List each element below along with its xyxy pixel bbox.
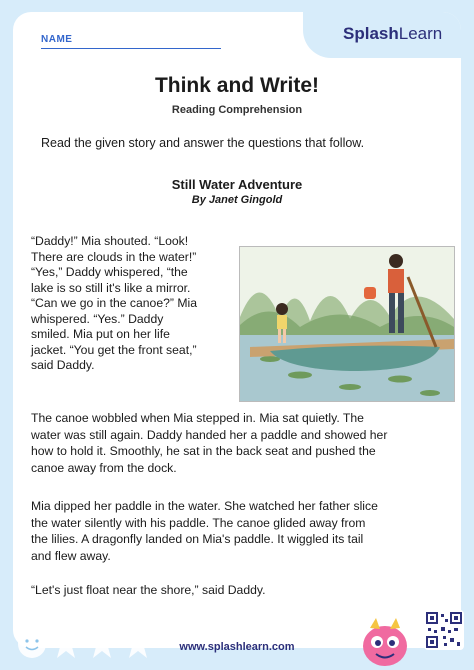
- story-line: “Let's just float near the shore,” said Daddy.: [31, 583, 266, 597]
- story-line: the water silently with his paddle. The canoe glided away from: [31, 515, 366, 530]
- story-line: and flew away.: [31, 548, 111, 563]
- story-line: There are clouds in the water!”: [31, 249, 197, 264]
- story-paragraph-1: [31, 234, 241, 374]
- story-line: jacket. “You get the front seat,”: [31, 342, 197, 357]
- splashlearn-logo: [343, 24, 442, 44]
- lake-canoe-illustration: [240, 247, 454, 401]
- story-line: smiled. Mia put on her life: [31, 327, 170, 341]
- worksheet-page: [13, 12, 461, 648]
- story-line: lake is so still it's like a mirror.: [31, 280, 191, 295]
- name-label: NAME: [41, 34, 73, 45]
- story-line: “Daddy!” Mia shouted. “Look!: [31, 234, 189, 248]
- qr-code-icon[interactable]: [424, 610, 464, 650]
- instructions: Read the given story and answer the questions that follow.: [41, 136, 365, 150]
- story-title: Still Water Adventure: [171, 177, 303, 192]
- qr-code-graphic: [424, 610, 464, 650]
- story-illustration: [239, 246, 455, 402]
- mascot-icon: [356, 614, 414, 670]
- story-line: the lilies. A dragonfly landed on Mia's paddle. It wiggled its tail: [31, 532, 364, 546]
- brand-text-2: Learn: [398, 24, 443, 43]
- star-icon: [14, 620, 174, 660]
- story-line: whispered. “Yes.” Daddy: [31, 311, 164, 326]
- story-line: canoe away from the dock.: [31, 460, 177, 475]
- story-line: “Can we go in the canoe?” Mia: [31, 296, 197, 310]
- story-line: The canoe wobbled when Mia stepped in. Mia sat quietly. The: [31, 411, 364, 425]
- story-author: By Janet Gingold: [191, 194, 283, 206]
- story-line: “Yes,” Daddy whispered, “the: [31, 265, 188, 279]
- brand-text-1: Splash: [343, 24, 399, 43]
- page-subtitle: Reading Comprehension: [171, 104, 303, 116]
- story-line: how to hold it. Smoothly, he sat in the back seat and pushed the: [31, 444, 376, 458]
- story-line: water was still again. Daddy handed her a paddle and showed her: [31, 427, 388, 442]
- story-line: Mia dipped her paddle in the water. She watched her father slice: [31, 499, 378, 513]
- story-paragraph-3: [31, 498, 451, 564]
- footer-url: www.splashlearn.com: [179, 641, 295, 653]
- story-paragraph-2: [31, 410, 451, 476]
- story-paragraph-4: [31, 582, 451, 599]
- page-title: Think and Write!: [154, 74, 320, 97]
- name-line: [41, 48, 221, 49]
- story-line: said Daddy.: [31, 358, 95, 372]
